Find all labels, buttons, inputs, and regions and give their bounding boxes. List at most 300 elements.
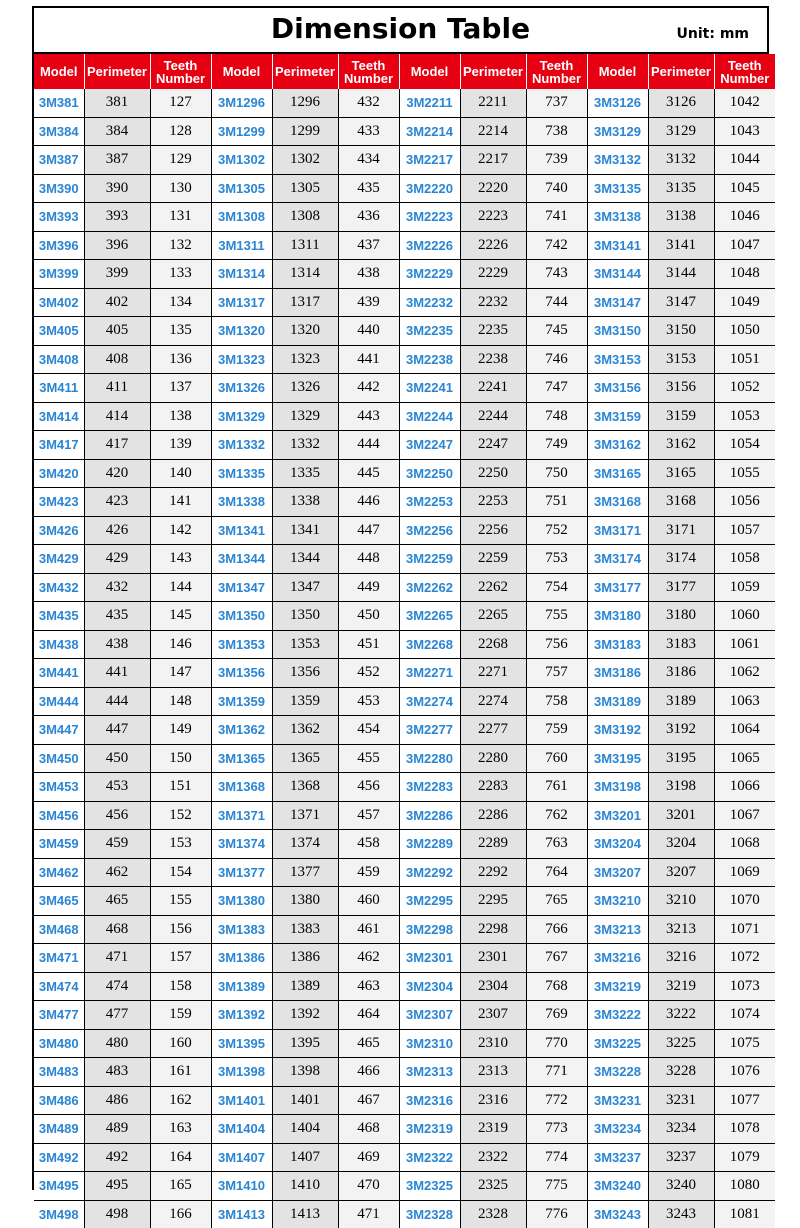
model-cell: 3M2316: [399, 1086, 460, 1115]
teeth-number-cell: 141: [150, 488, 211, 517]
teeth-number-cell: 164: [150, 1143, 211, 1172]
perimeter-cell: 2307: [460, 1001, 526, 1030]
perimeter-cell: 1341: [272, 516, 338, 545]
perimeter-cell: 444: [84, 687, 150, 716]
perimeter-cell: 411: [84, 374, 150, 403]
teeth-number-cell: 468: [338, 1115, 399, 1144]
table-body: [34, 89, 775, 1228]
perimeter-cell: 1365: [272, 744, 338, 773]
perimeter-cell: 3132: [648, 146, 714, 175]
teeth-number-cell: 1079: [714, 1143, 775, 1172]
model-cell: 3M3132: [587, 146, 648, 175]
teeth-number-cell: 432: [338, 89, 399, 117]
teeth-number-cell: 458: [338, 830, 399, 859]
teeth-number-cell: 160: [150, 1029, 211, 1058]
perimeter-cell: 1359: [272, 687, 338, 716]
table-row: [34, 716, 775, 745]
model-cell: 3M2265: [399, 602, 460, 631]
perimeter-cell: 3186: [648, 659, 714, 688]
perimeter-cell: 3189: [648, 687, 714, 716]
teeth-number-cell: 776: [526, 1200, 587, 1228]
perimeter-cell: 423: [84, 488, 150, 517]
header-teeth-number: Teeth Number: [338, 54, 399, 89]
perimeter-cell: 2259: [460, 545, 526, 574]
model-cell: 3M3198: [587, 773, 648, 802]
model-cell: 3M444: [34, 687, 84, 716]
perimeter-cell: 3156: [648, 374, 714, 403]
perimeter-cell: 3126: [648, 89, 714, 117]
teeth-number-cell: 1071: [714, 915, 775, 944]
table-row: [34, 573, 775, 602]
model-cell: 3M3159: [587, 402, 648, 431]
teeth-number-cell: 747: [526, 374, 587, 403]
model-cell: 3M1302: [211, 146, 272, 175]
model-cell: 3M1323: [211, 345, 272, 374]
perimeter-cell: 417: [84, 431, 150, 460]
model-cell: 3M1362: [211, 716, 272, 745]
table-row: [34, 374, 775, 403]
perimeter-cell: 381: [84, 89, 150, 117]
model-cell: 3M381: [34, 89, 84, 117]
model-cell: 3M1413: [211, 1200, 272, 1228]
header-teeth-number: Teeth Number: [150, 54, 211, 89]
model-cell: 3M2304: [399, 972, 460, 1001]
teeth-number-cell: 753: [526, 545, 587, 574]
teeth-number-cell: 139: [150, 431, 211, 460]
teeth-number-cell: 1060: [714, 602, 775, 631]
model-cell: 3M1380: [211, 887, 272, 916]
model-cell: 3M1350: [211, 602, 272, 631]
teeth-number-cell: 764: [526, 858, 587, 887]
teeth-number-cell: 1059: [714, 573, 775, 602]
model-cell: 3M2214: [399, 117, 460, 146]
perimeter-cell: 1353: [272, 630, 338, 659]
perimeter-cell: 2223: [460, 203, 526, 232]
teeth-number-cell: 1062: [714, 659, 775, 688]
table-row: [34, 773, 775, 802]
model-cell: 3M3204: [587, 830, 648, 859]
teeth-number-cell: 149: [150, 716, 211, 745]
model-cell: 3M1347: [211, 573, 272, 602]
model-cell: 3M459: [34, 830, 84, 859]
perimeter-cell: 1368: [272, 773, 338, 802]
teeth-number-cell: 1078: [714, 1115, 775, 1144]
model-cell: 3M2307: [399, 1001, 460, 1030]
header-perimeter: Perimeter: [460, 54, 526, 89]
teeth-number-cell: 756: [526, 630, 587, 659]
perimeter-cell: 2256: [460, 516, 526, 545]
title-row: [34, 8, 767, 54]
teeth-number-cell: 470: [338, 1172, 399, 1201]
table-row: [34, 146, 775, 175]
perimeter-cell: 447: [84, 716, 150, 745]
perimeter-cell: 441: [84, 659, 150, 688]
model-cell: 3M3219: [587, 972, 648, 1001]
perimeter-cell: 2274: [460, 687, 526, 716]
teeth-number-cell: 1064: [714, 716, 775, 745]
teeth-number-cell: 156: [150, 915, 211, 944]
table-row: [34, 288, 775, 317]
model-cell: 3M2280: [399, 744, 460, 773]
perimeter-cell: 3141: [648, 231, 714, 260]
model-cell: 3M1320: [211, 317, 272, 346]
table-row: [34, 431, 775, 460]
model-cell: 3M2211: [399, 89, 460, 117]
teeth-number-cell: 1065: [714, 744, 775, 773]
perimeter-cell: 3144: [648, 260, 714, 289]
teeth-number-cell: 1058: [714, 545, 775, 574]
model-cell: 3M435: [34, 602, 84, 631]
teeth-number-cell: 769: [526, 1001, 587, 1030]
model-cell: 3M432: [34, 573, 84, 602]
model-cell: 3M492: [34, 1143, 84, 1172]
perimeter-cell: 2292: [460, 858, 526, 887]
model-cell: 3M462: [34, 858, 84, 887]
model-cell: 3M450: [34, 744, 84, 773]
perimeter-cell: 2298: [460, 915, 526, 944]
model-cell: 3M465: [34, 887, 84, 916]
model-cell: 3M480: [34, 1029, 84, 1058]
table-row: [34, 1200, 775, 1228]
teeth-number-cell: 158: [150, 972, 211, 1001]
model-cell: 3M423: [34, 488, 84, 517]
perimeter-cell: 2262: [460, 573, 526, 602]
perimeter-cell: 3243: [648, 1200, 714, 1228]
teeth-number-cell: 1053: [714, 402, 775, 431]
teeth-number-cell: 137: [150, 374, 211, 403]
model-cell: 3M3126: [587, 89, 648, 117]
perimeter-cell: 3234: [648, 1115, 714, 1144]
teeth-number-cell: 1057: [714, 516, 775, 545]
model-cell: 3M2292: [399, 858, 460, 887]
model-cell: 3M498: [34, 1200, 84, 1228]
teeth-number-cell: 140: [150, 459, 211, 488]
teeth-number-cell: 757: [526, 659, 587, 688]
teeth-number-cell: 1045: [714, 174, 775, 203]
model-cell: 3M477: [34, 1001, 84, 1030]
teeth-number-cell: 460: [338, 887, 399, 916]
model-cell: 3M2238: [399, 345, 460, 374]
perimeter-cell: 462: [84, 858, 150, 887]
teeth-number-cell: 434: [338, 146, 399, 175]
table-row: [34, 687, 775, 716]
perimeter-cell: 1296: [272, 89, 338, 117]
teeth-number-cell: 451: [338, 630, 399, 659]
teeth-number-cell: 154: [150, 858, 211, 887]
header-perimeter: Perimeter: [648, 54, 714, 89]
model-cell: 3M1386: [211, 944, 272, 973]
model-cell: 3M1296: [211, 89, 272, 117]
teeth-number-cell: 441: [338, 345, 399, 374]
model-cell: 3M3234: [587, 1115, 648, 1144]
perimeter-cell: 480: [84, 1029, 150, 1058]
teeth-number-cell: 148: [150, 687, 211, 716]
perimeter-cell: 2328: [460, 1200, 526, 1228]
perimeter-cell: 3147: [648, 288, 714, 317]
teeth-number-cell: 1067: [714, 801, 775, 830]
table-row: [34, 174, 775, 203]
teeth-number-cell: 737: [526, 89, 587, 117]
teeth-number-cell: 1063: [714, 687, 775, 716]
teeth-number-cell: 144: [150, 573, 211, 602]
teeth-number-cell: 161: [150, 1058, 211, 1087]
teeth-number-cell: 1054: [714, 431, 775, 460]
header-teeth-number: Teeth Number: [526, 54, 587, 89]
perimeter-cell: 3222: [648, 1001, 714, 1030]
teeth-number-cell: 773: [526, 1115, 587, 1144]
model-cell: 3M2235: [399, 317, 460, 346]
perimeter-cell: 1329: [272, 402, 338, 431]
perimeter-cell: 420: [84, 459, 150, 488]
perimeter-cell: 2235: [460, 317, 526, 346]
model-cell: 3M1314: [211, 260, 272, 289]
perimeter-cell: 1299: [272, 117, 338, 146]
perimeter-cell: 495: [84, 1172, 150, 1201]
perimeter-cell: 1356: [272, 659, 338, 688]
header-row: [34, 54, 775, 89]
perimeter-cell: 2226: [460, 231, 526, 260]
teeth-number-cell: 159: [150, 1001, 211, 1030]
teeth-number-cell: 452: [338, 659, 399, 688]
model-cell: 3M474: [34, 972, 84, 1001]
teeth-number-cell: 1077: [714, 1086, 775, 1115]
model-cell: 3M1383: [211, 915, 272, 944]
perimeter-cell: 465: [84, 887, 150, 916]
teeth-number-cell: 759: [526, 716, 587, 745]
perimeter-cell: 1380: [272, 887, 338, 916]
perimeter-cell: 3153: [648, 345, 714, 374]
model-cell: 3M1359: [211, 687, 272, 716]
table-row: [34, 488, 775, 517]
table-row: [34, 972, 775, 1001]
perimeter-cell: 3138: [648, 203, 714, 232]
header-teeth-number: Teeth Number: [714, 54, 775, 89]
model-cell: 3M1341: [211, 516, 272, 545]
teeth-number-cell: 1052: [714, 374, 775, 403]
teeth-number-cell: 1042: [714, 89, 775, 117]
perimeter-cell: 1398: [272, 1058, 338, 1087]
table-row: [34, 630, 775, 659]
perimeter-cell: 3183: [648, 630, 714, 659]
model-cell: 3M3207: [587, 858, 648, 887]
model-cell: 3M2313: [399, 1058, 460, 1087]
teeth-number-cell: 150: [150, 744, 211, 773]
model-cell: 3M1326: [211, 374, 272, 403]
header-perimeter: Perimeter: [272, 54, 338, 89]
teeth-number-cell: 155: [150, 887, 211, 916]
perimeter-cell: 2322: [460, 1143, 526, 1172]
perimeter-cell: 429: [84, 545, 150, 574]
perimeter-cell: 396: [84, 231, 150, 260]
perimeter-cell: 1404: [272, 1115, 338, 1144]
perimeter-cell: 1311: [272, 231, 338, 260]
perimeter-cell: 1320: [272, 317, 338, 346]
model-cell: 3M2268: [399, 630, 460, 659]
perimeter-cell: 1374: [272, 830, 338, 859]
perimeter-cell: 2277: [460, 716, 526, 745]
table-row: [34, 260, 775, 289]
model-cell: 3M396: [34, 231, 84, 260]
teeth-number-cell: 453: [338, 687, 399, 716]
teeth-number-cell: 1073: [714, 972, 775, 1001]
table-row: [34, 317, 775, 346]
perimeter-cell: 408: [84, 345, 150, 374]
teeth-number-cell: 1076: [714, 1058, 775, 1087]
model-cell: 3M3129: [587, 117, 648, 146]
model-cell: 3M453: [34, 773, 84, 802]
teeth-number-cell: 146: [150, 630, 211, 659]
model-cell: 3M2241: [399, 374, 460, 403]
model-cell: 3M2223: [399, 203, 460, 232]
header-model: Model: [587, 54, 648, 89]
teeth-number-cell: 768: [526, 972, 587, 1001]
model-cell: 3M1377: [211, 858, 272, 887]
teeth-number-cell: 744: [526, 288, 587, 317]
perimeter-cell: 2289: [460, 830, 526, 859]
teeth-number-cell: 751: [526, 488, 587, 517]
model-cell: 3M1305: [211, 174, 272, 203]
perimeter-cell: 3195: [648, 744, 714, 773]
teeth-number-cell: 445: [338, 459, 399, 488]
table-row: [34, 1143, 775, 1172]
perimeter-cell: 3201: [648, 801, 714, 830]
perimeter-cell: 2325: [460, 1172, 526, 1201]
teeth-number-cell: 446: [338, 488, 399, 517]
model-cell: 3M3210: [587, 887, 648, 916]
table-row: [34, 459, 775, 488]
teeth-number-cell: 449: [338, 573, 399, 602]
model-cell: 3M3195: [587, 744, 648, 773]
teeth-number-cell: 738: [526, 117, 587, 146]
teeth-number-cell: 767: [526, 944, 587, 973]
teeth-number-cell: 1066: [714, 773, 775, 802]
teeth-number-cell: 455: [338, 744, 399, 773]
model-cell: 3M3237: [587, 1143, 648, 1172]
perimeter-cell: 2310: [460, 1029, 526, 1058]
teeth-number-cell: 1074: [714, 1001, 775, 1030]
perimeter-cell: 1413: [272, 1200, 338, 1228]
perimeter-cell: 3240: [648, 1172, 714, 1201]
model-cell: 3M2286: [399, 801, 460, 830]
model-cell: 3M3213: [587, 915, 648, 944]
teeth-number-cell: 771: [526, 1058, 587, 1087]
teeth-number-cell: 134: [150, 288, 211, 317]
perimeter-cell: 2229: [460, 260, 526, 289]
perimeter-cell: 1314: [272, 260, 338, 289]
perimeter-cell: 459: [84, 830, 150, 859]
teeth-number-cell: 162: [150, 1086, 211, 1115]
model-cell: 3M2217: [399, 146, 460, 175]
perimeter-cell: 2304: [460, 972, 526, 1001]
teeth-number-cell: 755: [526, 602, 587, 631]
table-row: [34, 117, 775, 146]
model-cell: 3M3216: [587, 944, 648, 973]
table-row: [34, 345, 775, 374]
table-row: [34, 545, 775, 574]
model-cell: 3M1374: [211, 830, 272, 859]
teeth-number-cell: 163: [150, 1115, 211, 1144]
perimeter-cell: 2283: [460, 773, 526, 802]
model-cell: 3M2298: [399, 915, 460, 944]
table-row: [34, 830, 775, 859]
model-cell: 3M2295: [399, 887, 460, 916]
model-cell: 3M441: [34, 659, 84, 688]
dimension-table: [34, 54, 775, 1228]
unit-label: Unit: mm: [676, 26, 749, 42]
perimeter-cell: 2250: [460, 459, 526, 488]
perimeter-cell: 477: [84, 1001, 150, 1030]
teeth-number-cell: 135: [150, 317, 211, 346]
perimeter-cell: 3237: [648, 1143, 714, 1172]
model-cell: 3M3177: [587, 573, 648, 602]
teeth-number-cell: 129: [150, 146, 211, 175]
teeth-number-cell: 1050: [714, 317, 775, 346]
perimeter-cell: 1347: [272, 573, 338, 602]
model-cell: 3M3201: [587, 801, 648, 830]
teeth-number-cell: 165: [150, 1172, 211, 1201]
model-cell: 3M2325: [399, 1172, 460, 1201]
perimeter-cell: 1371: [272, 801, 338, 830]
perimeter-cell: 426: [84, 516, 150, 545]
model-cell: 3M3147: [587, 288, 648, 317]
model-cell: 3M402: [34, 288, 84, 317]
model-cell: 3M1308: [211, 203, 272, 232]
teeth-number-cell: 740: [526, 174, 587, 203]
teeth-number-cell: 152: [150, 801, 211, 830]
perimeter-cell: 1362: [272, 716, 338, 745]
model-cell: 3M1368: [211, 773, 272, 802]
teeth-number-cell: 739: [526, 146, 587, 175]
perimeter-cell: 3165: [648, 459, 714, 488]
perimeter-cell: 1344: [272, 545, 338, 574]
perimeter-cell: 3219: [648, 972, 714, 1001]
perimeter-cell: 3180: [648, 602, 714, 631]
teeth-number-cell: 440: [338, 317, 399, 346]
perimeter-cell: 1338: [272, 488, 338, 517]
teeth-number-cell: 463: [338, 972, 399, 1001]
perimeter-cell: 483: [84, 1058, 150, 1087]
perimeter-cell: 1335: [272, 459, 338, 488]
model-cell: 3M483: [34, 1058, 84, 1087]
perimeter-cell: 2217: [460, 146, 526, 175]
model-cell: 3M2310: [399, 1029, 460, 1058]
perimeter-cell: 1392: [272, 1001, 338, 1030]
model-cell: 3M2250: [399, 459, 460, 488]
perimeter-cell: 3192: [648, 716, 714, 745]
teeth-number-cell: 761: [526, 773, 587, 802]
model-cell: 3M1404: [211, 1115, 272, 1144]
teeth-number-cell: 462: [338, 944, 399, 973]
perimeter-cell: 1386: [272, 944, 338, 973]
model-cell: 3M2274: [399, 687, 460, 716]
dimension-table-frame: [32, 6, 770, 1222]
perimeter-cell: 432: [84, 573, 150, 602]
perimeter-cell: 3150: [648, 317, 714, 346]
model-cell: 3M2232: [399, 288, 460, 317]
model-cell: 3M1398: [211, 1058, 272, 1087]
teeth-number-cell: 1046: [714, 203, 775, 232]
model-cell: 3M1311: [211, 231, 272, 260]
perimeter-cell: 2268: [460, 630, 526, 659]
model-cell: 3M447: [34, 716, 84, 745]
teeth-number-cell: 749: [526, 431, 587, 460]
perimeter-cell: 2280: [460, 744, 526, 773]
model-cell: 3M3231: [587, 1086, 648, 1115]
model-cell: 3M3165: [587, 459, 648, 488]
model-cell: 3M387: [34, 146, 84, 175]
perimeter-cell: 1323: [272, 345, 338, 374]
table-row: [34, 89, 775, 117]
